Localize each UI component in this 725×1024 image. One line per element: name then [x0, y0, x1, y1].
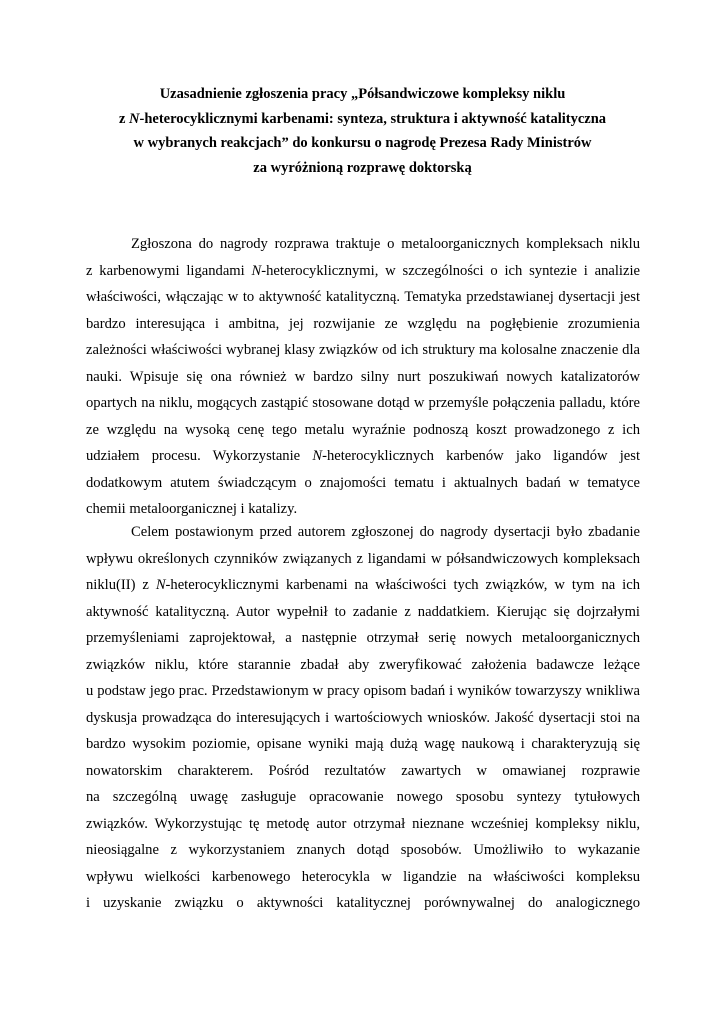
document-title [80, 82, 645, 180]
text-line: aktywność katalityczną. Autor wypełnił to zadanie z naddatkiem. Kierując się dojrzałymi [86, 603, 640, 620]
text-line: u podstaw jego prac. Przedstawionym w pracy opisom badań i wyników towarzyszy wnikliwa [86, 683, 640, 699]
title-line [80, 107, 645, 132]
text-line: Celem postawionym przed autorem zgłoszonej do nagrody dysertacji było zbadanie [131, 524, 640, 540]
text-line: na szczególną uwagę zasługuje opracowanie nowego sposobu syntezy tytułowych [86, 789, 640, 805]
title-line-prefix: z [118, 110, 130, 127]
text-line: opartych na niklu, mogących zastąpić stosowane dotąd w przemyśle połączenia palladu, które [86, 395, 640, 411]
text-line: przemyśleniami zaprojektował, a następnie otrzymał serię nowych metaloorganicznych [86, 630, 640, 646]
text-line: właściwości, włączając w to aktywność katalityczną. Tematyka przedstawianej dysertacji jest [86, 289, 640, 305]
paragraph-1 [86, 231, 640, 523]
title-line: za wyróżnioną rozprawę doktorską [253, 159, 472, 176]
title-line: Uzasadnienie zgłoszenia pracy „Półsandwiczowe kompleksy niklu [159, 86, 566, 102]
text-line: bardzo wysokim poziomie, opisane wyniki mają dużą wagę naukową i charakteryzują się [86, 736, 640, 752]
text-line: dyskusja prowadząca do interesujących i wartościowych wniosków. Jakość dysertacji stoi na [86, 709, 640, 726]
text-line: i uzyskanie związku o aktywności katalitycznej porównywalnej do analogicznego [86, 895, 640, 911]
text-line: nieosiągalne z wykorzystaniem znanych dotąd sposobów. Umożliwiło to wykazanie [86, 842, 640, 858]
text-line: bardzo interesująca i ambitna, jej rozwijanie ze względu na pogłębienie zrozumienia [86, 315, 640, 332]
text-line: chemii metaloorganicznej i katalizy. [86, 501, 298, 517]
text-line: związków. Wykorzystując tę metodę autor otrzymał nieznane wcześniej kompleksy niklu, [86, 815, 640, 832]
title-line: w wybranych reakcjach” do konkursu o nagrodę Prezesa Rady Ministrów [133, 135, 592, 151]
paragraph-2 [86, 519, 640, 917]
title-line-rest: -heterocyklicznymi karbenami: synteza, struktura i aktywność katalityczna [139, 110, 607, 127]
text-line: związków niklu, które starannie zbadał aby zweryfikować założenia badawcze leżące [86, 656, 640, 673]
text-line: Zgłoszona do nagrody rozprawa traktuje o metaloorganicznych kompleksach niklu [131, 236, 640, 252]
text-line: nauki. Wpisuje się ona również w bardzo silny nurt poszukiwań nowych katalizatorów [86, 368, 640, 385]
text-line: wpływu wielkości karbenowego heterocykla w ligandzie na właściwości kompleksu [86, 868, 640, 885]
text-line: nowatorskim charakterem. Pośród rezultatów zawartych w omawianej rozprawie [86, 762, 640, 779]
text-line: wpływu określonych czynników związanych z ligandami w półsandwiczowych kompleksach [86, 550, 640, 567]
text-line: z karbenowymi ligandami N-heterocyklicznymi, w szczególności o ich syntezie i analizie [86, 262, 640, 279]
title-line-italic: N [129, 110, 140, 127]
text-line: dodatkowym atutem świadczącym o znajomości tematu i aktualnych badań w tematyce [86, 474, 640, 491]
text-line: zależności właściwości wybranej klasy związków od ich struktury ma kolosalne znaczenie dla [86, 342, 640, 358]
text-line: udziałem procesu. Wykorzystanie N-heterocyklicznych karbenów jako ligandów jest [86, 448, 641, 464]
text-line: niklu(II) z N-heterocyklicznymi karbenami na właściwości tych związków, w tym na ich [86, 577, 641, 593]
text-line: ze względu na wysoką cenę tego metalu wyraźnie podnoszą koszt prowadzonego z ich [86, 421, 640, 438]
